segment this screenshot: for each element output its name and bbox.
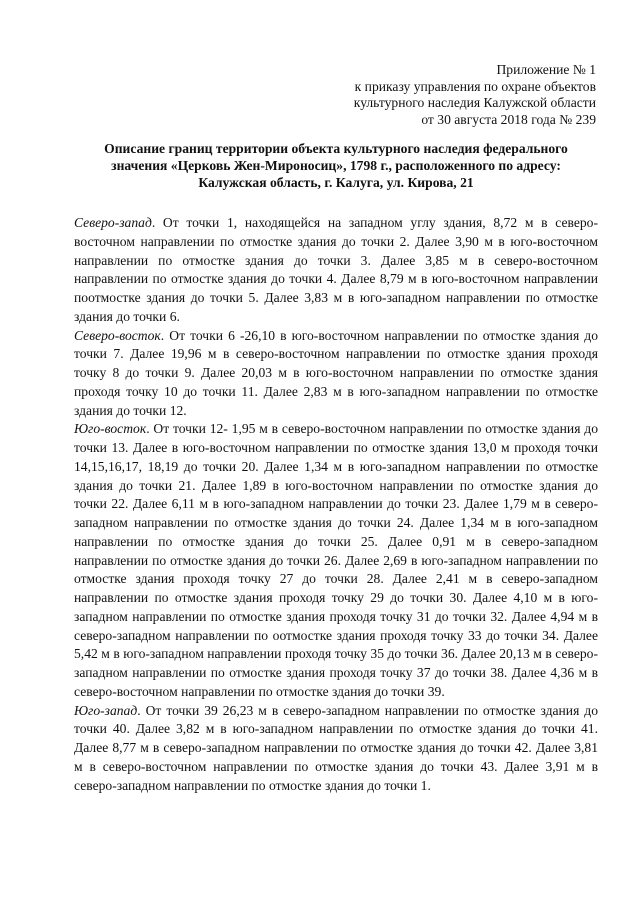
section-heading: Северо-восток bbox=[74, 327, 161, 343]
title-line-3: Калужская область, г. Калуга, ул. Кирова, 21 bbox=[198, 175, 474, 190]
section-text: . От точки 6 -26,10 в юго-восточном направлении по отмостке здания до точки 7. Далее 19,96 м в северо-восточном направлении по отмостке здания проходя точку 8 до точки 9. Далее 20,03 м в юго-восточном направлении по отмостке здания проходя точку 10 до точки 11. Далее 2,83 м в юго-западном направлении по отмостке здания до точки 12. bbox=[74, 327, 598, 418]
section-southwest bbox=[74, 702, 598, 796]
appendix-date-line: от 30 августа 2018 года № 239 bbox=[421, 111, 596, 127]
appendix-authority-line: культурного наследия Калужской области bbox=[353, 95, 596, 111]
document-title bbox=[70, 140, 602, 191]
section-northwest bbox=[74, 214, 598, 327]
appendix-block bbox=[296, 62, 596, 128]
section-text: . От точки 12- 1,95 м в северо-восточном направлении по отмостке здания до точки 13. Далее в юго-восточном направлении по отмостке здания 13,0 м проходя точки 14,15,16,17, 18,19 до точки 20. Далее 1,34 м в юго-западном направлении по отмостке здания до точки 21. Далее 1,89 в юго-восточном направлении по отмостке здания до точки 22. Далее 6,11 м в юго-западном направлении до точки 23. Далее 1,79 м в северо-западном направлении по отмостке здания до точки 24. Далее 1,34 м в юго-западном направлении по отмостке здания до точки 25. Далее 0,91 м в северо-западном направлении по отмостке здания до точки 26. Далее 2,69 в юго-западном направлении по отмостке здания проходя точку 27 до точки 28. Далее 2,41 м в северо-западном направлении по отмостке здания проходя точку 29 до точки 30. Далее 4,10 м в юго-западном направлении по отмостке здания проходя точку 31 до точки 32. Далее 4,94 м в северо-западном направлении по оотмостке здания проходя точку 33 до точки 34. Далее 5,42 м в юго-западном направлении проходя точку 35 до точки 36. Далее 20,13 м в северо-западном направлении по отмостке здания проходя точку 37 до точки 38. Далее 4,36 м в северо-восточном направлении по отмостке здания до точки 39. bbox=[74, 421, 598, 699]
appendix-order-line: к приказу управления по охране объектов bbox=[354, 78, 596, 94]
section-text: . От точки 39 26,23 м в северо-западном направлении по отмостке здания до точки 40. Далее 3,82 м в юго-западном направлении по отмостке здания до точки 41. Далее 8,77 м в северо-западном направлении по отмостке здания до точки 42. Далее 3,81 м в северо-восточном направлении по отмостке здания до точки 43. Далее 3,91 м в северо-западном направлении по отмостке здания до точки 1. bbox=[74, 702, 598, 793]
section-heading: Юго-запад bbox=[74, 702, 138, 718]
title-line-2: значения «Церковь Жен-Мироносиц», 1798 г., расположенного по адресу: bbox=[111, 158, 561, 173]
appendix-number: Приложение № 1 bbox=[496, 62, 596, 77]
section-text: . От точки 1, находящейся на западном углу здания, 8,72 м в северо-восточном направлении по отмостке здания до точки 2. Далее 3,90 м в юго-восточном направлении по отмостке здания до точки 3. Далее 3,85 м в северо-восточном направлении по отмостке здания до точки 4. Далее 8,79 м в юго-восточном направлении поотмостке здания до точки 5. Далее 3,83 м в юго-западном направлении по отмостке здания до точки 6. bbox=[74, 215, 598, 324]
title-line-1: Описание границ территории объекта культурного наследия федерального bbox=[104, 141, 568, 156]
section-heading: Северо-запад bbox=[74, 215, 152, 230]
document-body bbox=[74, 214, 598, 795]
section-southeast bbox=[74, 420, 598, 701]
section-northeast bbox=[74, 327, 598, 421]
section-heading: Юго-восток bbox=[74, 421, 147, 437]
